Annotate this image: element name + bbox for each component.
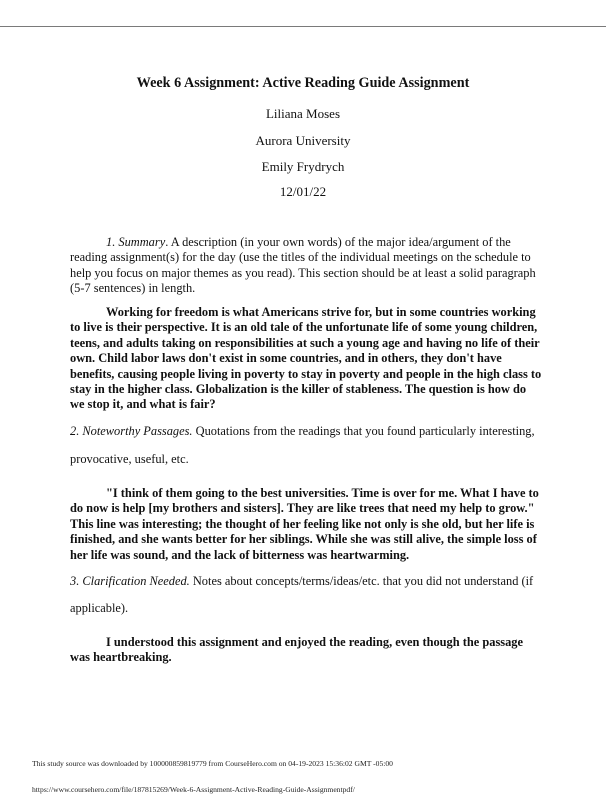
passages-response-text: "I think of them going to the best universities. Time is over for me. What I have to do now is help [my brothers and sisters]. They are like trees that need my help to grow." This line was interesting; the thought of her feeling like not only is she old, but her life is finished, and she wants better for her siblings. While she was still alive, the simple loss of her life was sound, and the lack of bitterness was heartwarming. — [70, 486, 539, 562]
download-note: This study source was downloaded by 100000859819779 from CourseHero.com on 04-19-2023 15:36:02 GMT -05:00 — [32, 759, 393, 768]
document-date: 12/01/22 — [279, 184, 327, 199]
passages-heading: 2. Noteworthy Passages. — [70, 424, 193, 438]
clarification-response — [70, 635, 542, 666]
top-rule — [0, 26, 606, 27]
summary-response-text: Working for freedom is what Americans strive for, but in some countries working to live is their perspective. It is an old tale of the unfortunate life of some young children, teens, and adults taking on responsibilities at such a young age and having no life of their own. Child labor laws don't exist in some countries, and in others, they don't have benefits, causing people living in poverty to stay in poverty and people in the high class to stay in the higher class. Globalization is the killer of stableness. The question is how do we stop it, and what is fair? — [70, 305, 542, 412]
clarification-prompt-line2: applicable). — [70, 601, 129, 615]
clarification-heading: 3. Clarification Needed. — [70, 574, 190, 588]
instructor-name: Emily Frydrych — [261, 159, 345, 174]
author-name: Liliana Moses — [265, 106, 340, 121]
passages-prompt-line2: provocative, useful, etc. — [70, 452, 189, 466]
institution-name: Aurora University — [255, 133, 351, 148]
clarification-response-text: I understood this assignment and enjoyed the reading, even though the passage was heartbreaking. — [70, 635, 523, 665]
source-url[interactable]: https://www.coursehero.com/file/187815269/Week-6-Assignment-Active-Reading-Guide-Assignmentpdf/ — [32, 785, 355, 794]
passages-response — [70, 486, 542, 563]
passages-prompt-text: Quotations from the readings that you found particularly interesting, — [192, 424, 535, 438]
passages-prompt-line1 — [70, 424, 540, 439]
summary-prompt-text: . A description (in your own words) of the major idea/argument of the reading assignment(s) for the day (use the titles of the individual meetings on the schedule to help you focus on major themes as you read). This section should be at least a solid paragraph (5-7 sentences) in length. — [70, 235, 536, 296]
clarification-prompt-text: Notes about concepts/terms/ideas/etc. that you did not understand (if — [189, 574, 534, 588]
document-title: Week 6 Assignment: Active Reading Guide Assignment — [136, 75, 470, 91]
summary-response — [70, 305, 542, 413]
summary-prompt — [70, 235, 540, 297]
summary-heading: 1. Summary — [106, 235, 166, 249]
clarification-prompt-line1 — [70, 574, 540, 589]
